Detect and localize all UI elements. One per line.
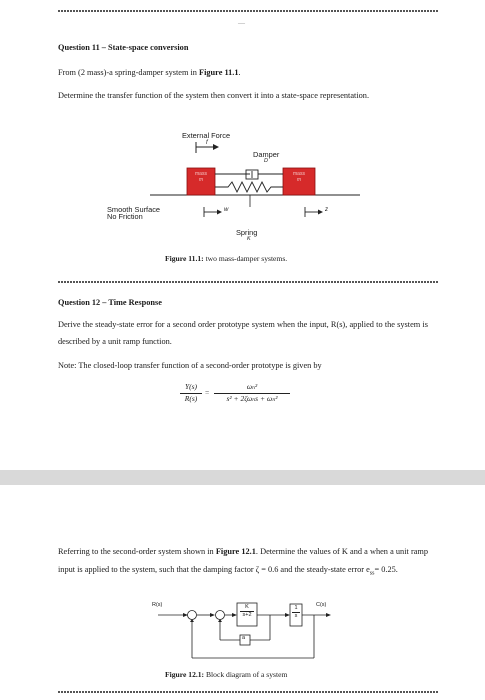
figure-12-1-caption-label: Figure 12.1: xyxy=(165,670,205,679)
integrator-content xyxy=(290,605,302,620)
mass-2-label xyxy=(289,171,309,183)
eq-lhs-den: R(s) xyxy=(184,394,198,403)
k-block-den: s+2 xyxy=(242,612,252,618)
figure-11-1 xyxy=(0,125,485,265)
no-friction-label: No Friction xyxy=(107,212,143,221)
top-divider xyxy=(58,10,438,12)
damper-d-label: D xyxy=(264,158,268,164)
q11-title: Question 11 – State-space conversion xyxy=(58,43,189,52)
q12b-text-end: = 0.25. xyxy=(374,565,398,574)
mass-1-text: mass xyxy=(195,171,207,177)
mass-1-label xyxy=(191,171,211,183)
q11-line2: Determine the transfer function of the system then convert it into a state-space representation. xyxy=(58,91,370,100)
summing-junction-1 xyxy=(188,611,197,620)
q12b-text xyxy=(58,543,428,583)
k-block-content xyxy=(237,604,257,619)
q11-figure-ref: Figure 11.1 xyxy=(199,68,239,77)
transfer-function-equation xyxy=(180,382,320,412)
a-block-label: a xyxy=(242,635,246,641)
spring-coil xyxy=(215,182,283,192)
document-page-bottom xyxy=(0,485,485,700)
q12b-text-sub: ss xyxy=(369,570,375,577)
figure-11-1-caption-text: two mass-damper systems. xyxy=(203,254,288,263)
spring-k-label: K xyxy=(247,236,251,242)
q12-text: Derive the steady-state error for a second order prototype system when the input, R(s), applied to the system is described by a unit ramp function. xyxy=(58,320,428,346)
mass-1-m: m xyxy=(198,177,204,183)
damper-label: Damper xyxy=(253,150,280,159)
q11-line1-prefix: From (2 mass)-a spring-damper system in xyxy=(58,68,200,77)
spring-label: Spring xyxy=(236,228,258,237)
rs-label: R(s) xyxy=(152,602,163,608)
page-number-marker: — xyxy=(238,19,245,27)
cs-label: C(s) xyxy=(316,602,327,608)
q12b-figure-ref: Figure 12.1 xyxy=(215,547,256,556)
force-f-label: f xyxy=(206,140,208,146)
integrator-den: s xyxy=(294,613,298,619)
q12-note: Note: The closed-loop transfer function of a second-order prototype is given by xyxy=(58,361,322,370)
eq-rhs-den: s² + 2ζωₙs + ωₙ² xyxy=(226,394,278,403)
eq-equals: = xyxy=(205,388,210,397)
integrator-num: 1 xyxy=(292,605,300,613)
mid-divider xyxy=(58,281,438,283)
z-label: z xyxy=(325,207,328,213)
eq-lhs-num: Y(s) xyxy=(184,382,198,391)
q11-line1-suffix: . xyxy=(238,68,241,77)
figure-12-1-caption-text: Block diagram of a system xyxy=(204,670,288,679)
q11-line1 xyxy=(58,67,241,78)
figure-12-1-caption xyxy=(165,669,287,680)
summing-junction-2 xyxy=(216,611,225,620)
external-force-label: External Force xyxy=(182,131,231,140)
bottom-divider xyxy=(58,691,438,693)
figure-11-1-caption xyxy=(165,253,287,264)
w-label: w xyxy=(224,207,229,213)
q12b-text-prefix: Referring to the second-order system shown in xyxy=(58,547,216,556)
figure-11-1-caption-label: Figure 11.1: xyxy=(165,254,204,263)
smooth-surface-label: Smooth Surface xyxy=(107,205,160,214)
q12b-text-mid: . Determine the values of K and a when a unit ramp input is applied to the system, such that the damping factor ζ = 0.6 and the steady-state error e xyxy=(58,547,428,574)
eq-rhs-num: ωₙ² xyxy=(246,382,258,391)
mass-2-text: mass xyxy=(293,171,305,177)
mass-2-m: m xyxy=(296,177,302,183)
q12-title: Question 12 – Time Response xyxy=(58,298,162,307)
page-gap xyxy=(0,470,485,485)
k-block-num: K xyxy=(240,604,254,612)
